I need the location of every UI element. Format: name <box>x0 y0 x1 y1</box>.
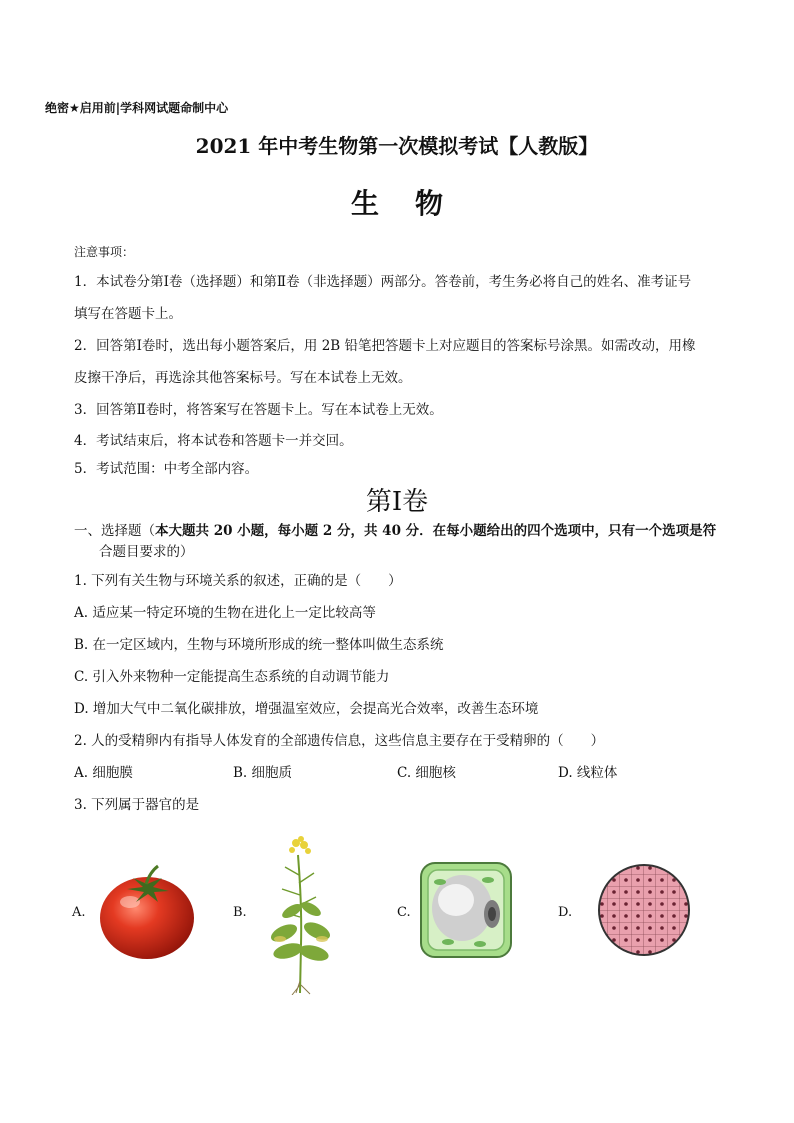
exam-title: 2021 年中考生物第一次模拟考试【人教版】 <box>195 134 599 158</box>
plant-cell-image <box>418 860 514 960</box>
question-3-option-b-label: B. <box>233 905 247 920</box>
question-2-stem: 2. 人的受精卵内有指导人体发育的全部遗传信息，这些信息主要存在于受精卵的（ ） <box>74 733 605 749</box>
note-line: 2．回答第Ⅰ卷时，选出每小题答案后，用 2B 铅笔把答题卡上对应题目的答案标号涂黑。如需改动，用橡 <box>74 338 696 354</box>
question-2-option-d: D. 线粒体 <box>558 765 618 781</box>
section-instructions: 本大题共 20 小题，每小题 2 分，共 40 分．在每小题给出的四个选项中，只有一个选项是符 <box>155 523 717 539</box>
section-heading <box>74 521 716 563</box>
question-3-option-c-label: C. <box>397 905 411 920</box>
question-1-option-a: A. 适应某一特定环境的生物在进化上一定比较高等 <box>74 605 376 621</box>
plant-image <box>262 835 340 995</box>
note-line: 皮擦干净后，再选涂其他答案标号。写在本试卷上无效。 <box>74 370 412 386</box>
tomato-image <box>96 862 202 962</box>
note-line: 1．本试卷分第Ⅰ卷（选择题）和第Ⅱ卷（非选择题）两部分。答卷前，考生务必将自己的姓名、准考证号 <box>74 274 692 290</box>
tissue-image <box>596 862 692 958</box>
volume-title: 第Ⅰ卷 <box>365 487 429 517</box>
question-3-stem: 3. 下列属于器官的是 <box>74 797 200 813</box>
question-1-option-b: B. 在一定区域内，生物与环境所形成的统一整体叫做生态系统 <box>74 637 444 653</box>
section-line2: 合题目要求的） <box>99 544 194 560</box>
question-1-option-d: D. 增加大气中二氧化碳排放，增强温室效应，会提高光合效率，改善生态环境 <box>74 701 539 717</box>
note-line: 5．考试范围：中考全部内容。 <box>74 461 259 477</box>
notes-heading: 注意事项： <box>74 245 135 259</box>
question-3-option-d-label: D. <box>558 905 573 920</box>
note-line: 填写在答题卡上。 <box>74 306 182 322</box>
question-1-option-c: C. 引入外来物种一定能提高生态系统的自动调节能力 <box>74 669 390 685</box>
section-prefix: 一、选择题（ <box>74 523 155 539</box>
note-line: 3．回答第Ⅱ卷时，将答案写在答题卡上。写在本试卷上无效。 <box>74 402 443 418</box>
note-line: 4．考试结束后，将本试卷和答题卡一并交回。 <box>74 433 353 449</box>
question-2-option-a: A. 细胞膜 <box>74 765 133 781</box>
subject-title: 生物 <box>350 187 479 220</box>
confidential-header: 绝密★启用前|学科网试题命制中心 <box>45 101 229 115</box>
question-2-option-c: C. 细胞核 <box>397 765 456 781</box>
question-3-option-a-label: A. <box>72 905 86 920</box>
question-2-option-b: B. 细胞质 <box>233 765 293 781</box>
question-1-stem: 1. 下列有关生物与环境关系的叙述，正确的是（ ） <box>74 573 402 589</box>
